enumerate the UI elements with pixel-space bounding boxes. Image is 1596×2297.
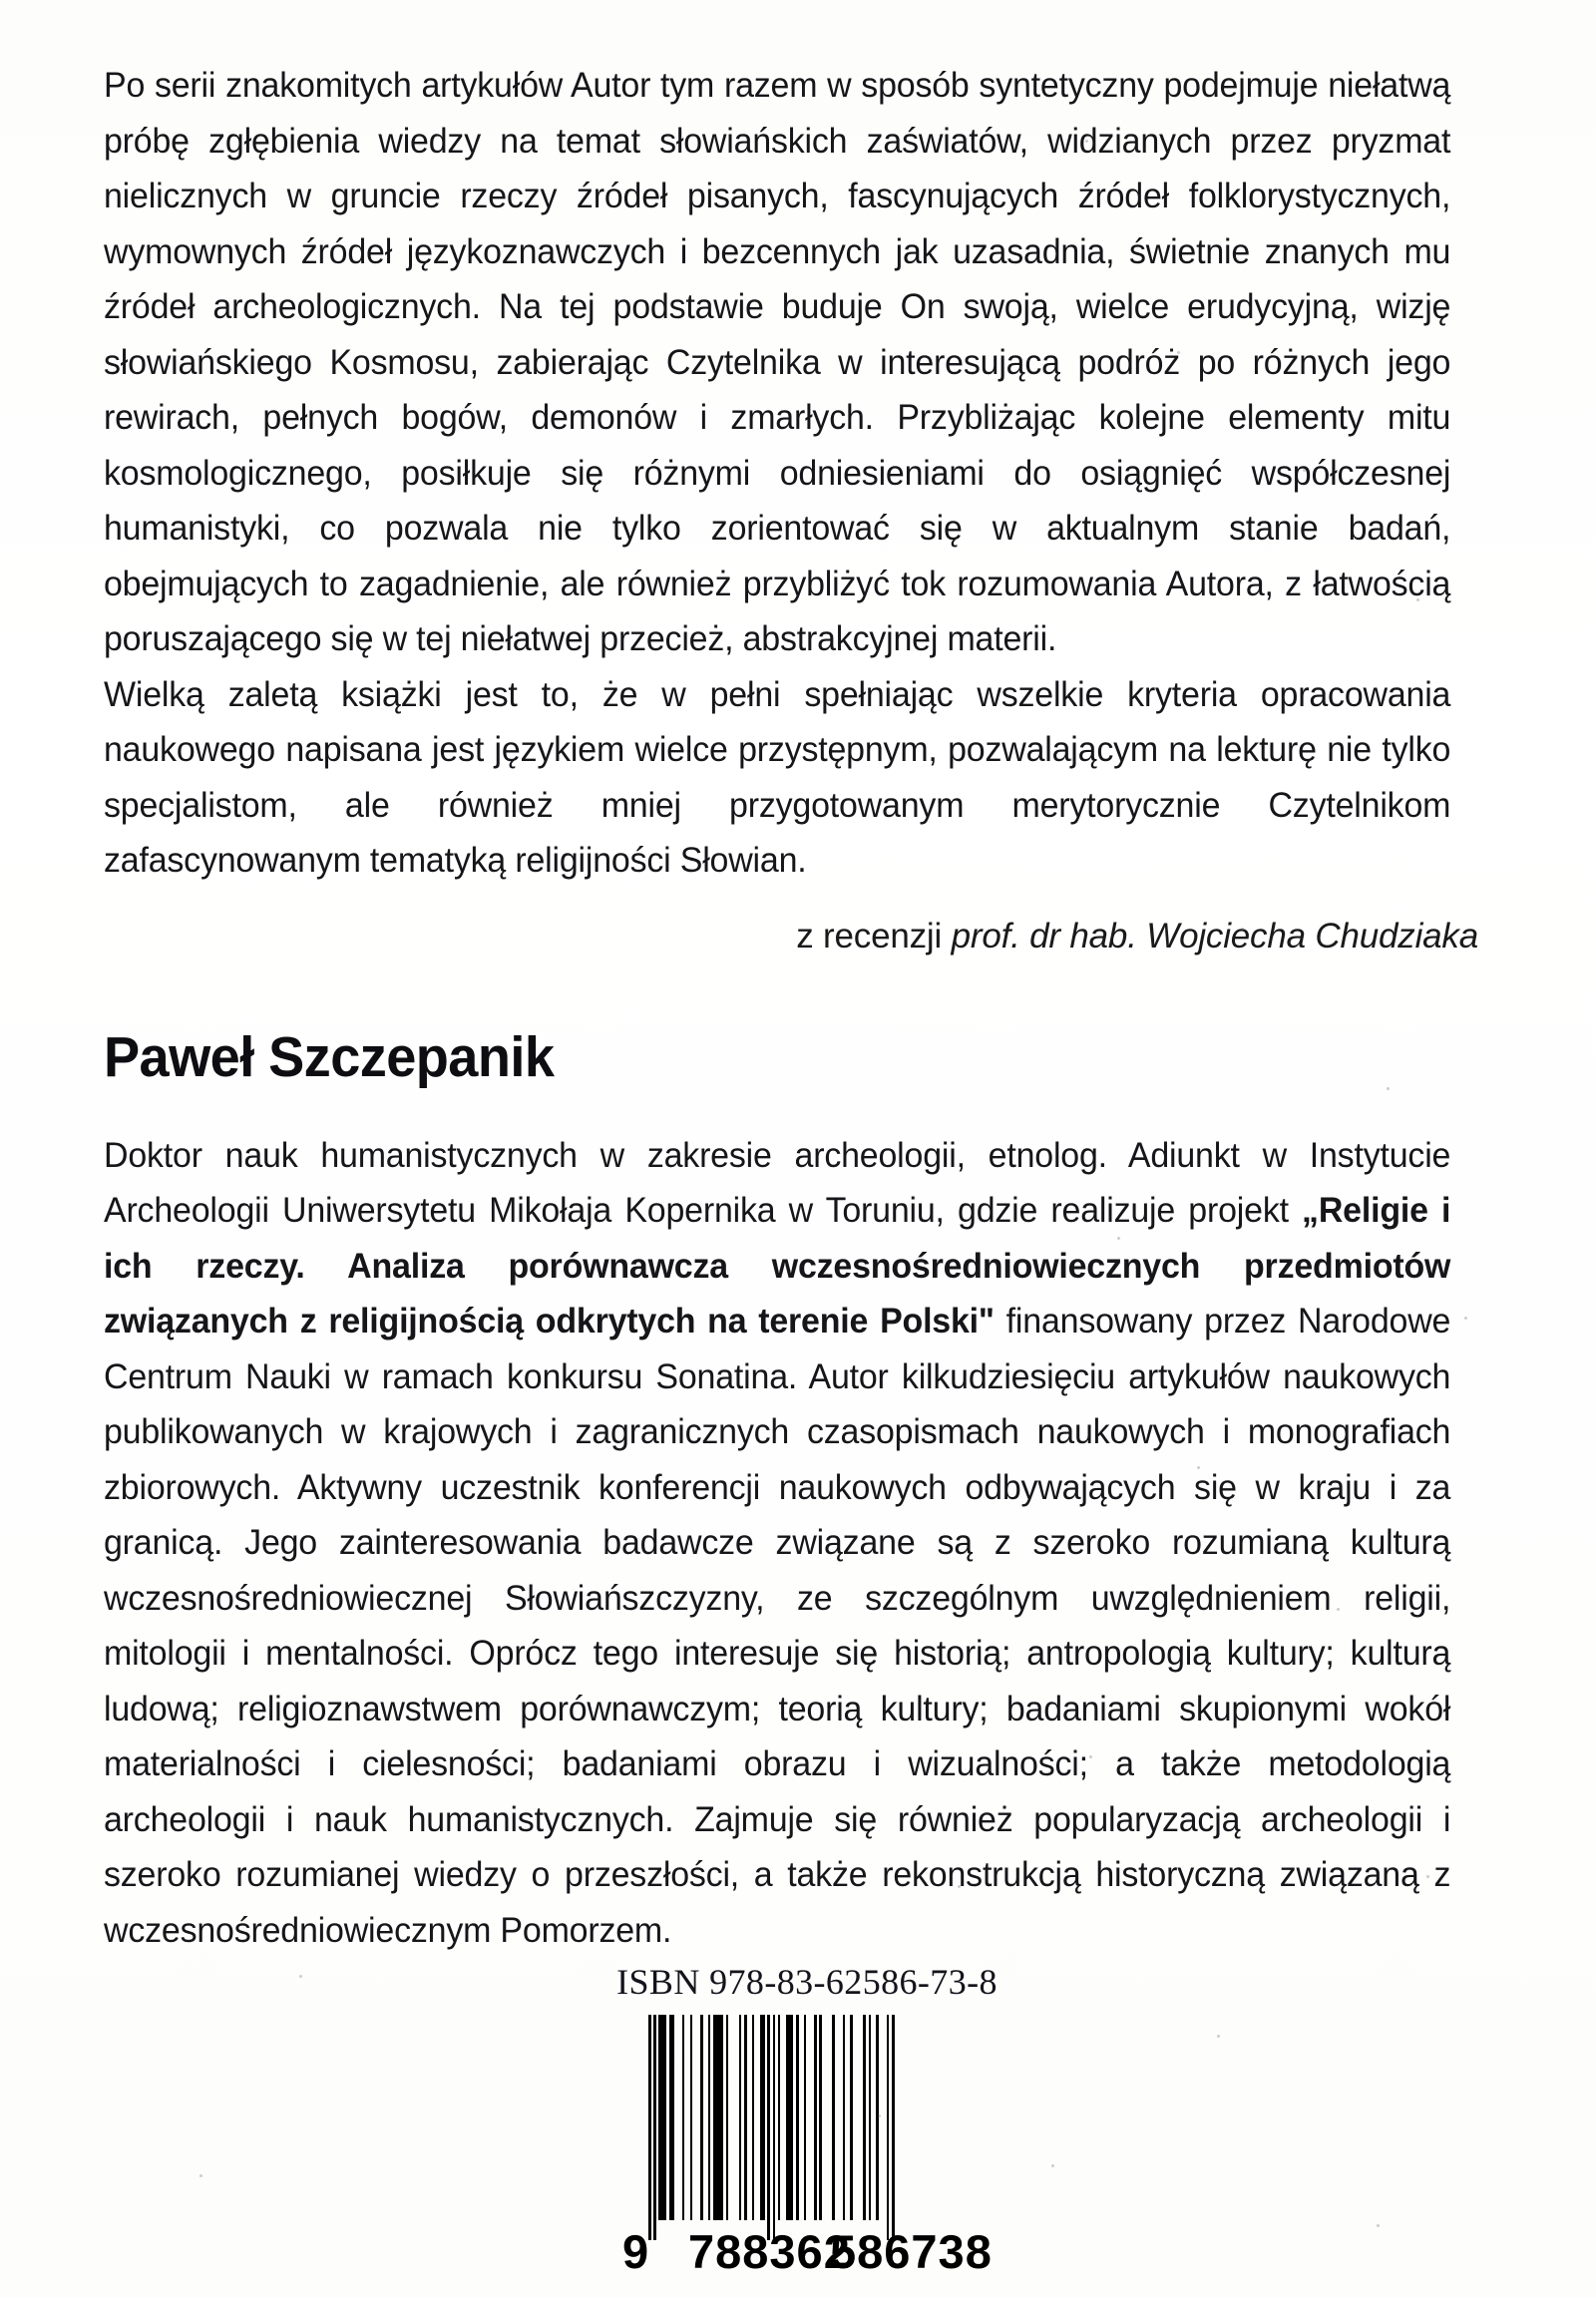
barcode-gap [822, 2015, 832, 2220]
barcode-bar [658, 2015, 666, 2220]
bio-rest-text: finansowany przez Narodowe Centrum Nauki w ramach konkursu Sonatina. Autor kilkudziesięciu artykułów naukowych publikowanych w krajowych i zagranicznych czasopismach naukowych i monografiach zbiorowych. Aktywny uczestnik konferencji naukowych odbywających się w kraju i za granicą. Jego zainteresowania badawcze związane są z szeroko rozumianą kulturą wczesnośredniowiecznej Słowiańszczyzny, ze szczególnym uwzględnieniem religii, mitologii i mentalności. Oprócz tego interesuje się historią; antropologią kultury; kulturą ludową; religioznawstwem porównawczym; teorią kultury; badaniami skupionymi wokół materialności i cielesności; badaniami obrazu i wizualności; a także metodologią archeologii i nauk humanistycznych. Zajmuje się również popularyzacją archeologii i szeroko rozumianej wiedzy o przeszłości, a także rekonstrukcją historyczną związaną z wczesnośredniowiecznym Pomorzem. [104, 1302, 1451, 1950]
scan-speckle [1377, 2224, 1380, 2227]
scan-speckle [1069, 758, 1072, 761]
barcode-gap [674, 2015, 682, 2220]
scan-speckle [299, 1975, 302, 1978]
scan-speckle [1217, 2035, 1220, 2038]
author-bio-paragraph [104, 1128, 1450, 1959]
isbn-barcode-area [0, 1961, 1596, 2282]
barcode-bar [713, 2015, 723, 2220]
scan-speckle [1416, 598, 1419, 601]
review-attribution-prefix: z recenzji [796, 916, 952, 956]
review-paragraph-1: Po serii znakomitych artykułów Autor tym razem w sposób syntetyczny podejmuje niełatwą próbę zgłębienia wiedzy na temat słowiańskich zaświatów, widzianych przez pryzmat nielicznych w gruncie rzeczy źródeł pisanych, fascynujących źródeł folklorystycznych, wymownych źródeł językoznawczych i bezcennych jak uzasadnia, świetnie znanych mu źródeł archeologicznych. Na tej podstawie buduje On swoją, wielce erudycyjną, wizję słowiańskiego Kosmosu, zabierając Czytelnika w interesującą podróż po różnych jego rewirach, pełnych bogów, demonów i zmarłych. Przybliżając kolejne elementy mitu kosmologicznego, posiłkuje się różnymi odniesieniami do osiągnięć współczesnej humanistyki, co pozwala nie tylko zorientować się w aktualnym stanie badań, obejmujących to zagadnienie, ale również przybliżyć tok rozumowania Autora, z łatwością poruszającego się w tej niełatwej przecież, abstrakcyjnej materii. [104, 66, 1451, 658]
barcode-left-group: 788362 [688, 2225, 851, 2278]
barcode-gap [728, 2015, 738, 2220]
scan-speckle [1241, 928, 1244, 931]
barcode-wrapper [0, 2015, 1596, 2282]
scan-speckle [1197, 1466, 1200, 1469]
author-bio-section [104, 1128, 1492, 1959]
scan-speckle [1387, 1087, 1390, 1090]
scan-speckle [1117, 1237, 1120, 1240]
scan-speckle [1426, 1875, 1429, 1878]
scan-speckle [1089, 1755, 1092, 1758]
scan-speckle [1085, 140, 1088, 143]
barcode-gap [692, 2015, 700, 2220]
back-cover-content [104, 58, 1492, 1958]
scan-speckle [1051, 2164, 1054, 2167]
ean13-barcode [622, 2015, 993, 2282]
barcode-lead-digit: 9 [622, 2225, 650, 2278]
review-quote-section [104, 58, 1492, 889]
barcode-gap [835, 2015, 843, 2220]
barcode-bars [648, 2015, 895, 2240]
scan-speckle [958, 1885, 961, 1888]
scan-speckle [1303, 469, 1306, 472]
barcode-digits [622, 2218, 993, 2278]
barcode-bar [786, 2015, 794, 2220]
bio-project-title: „Religie i ich rzeczy. Analiza porównawcza wczesnośredniowiecznych przedmiotów związanych z religijnością odkrytych na terenie Polski" [104, 1191, 1451, 1341]
review-attribution [104, 911, 1492, 962]
scan-speckle [200, 2174, 202, 2177]
author-name-heading: Paweł Szczepanik [104, 1024, 555, 1089]
barcode-gap [853, 2015, 863, 2220]
scan-speckle [1337, 1608, 1340, 1611]
barcode-gap [879, 2015, 887, 2220]
review-attribution-name: prof. dr hab. Wojciecha Chudziaka [951, 916, 1478, 956]
isbn-text: ISBN 978-83-62586-73-8 [616, 1962, 998, 2002]
barcode-bar [892, 2015, 895, 2240]
bio-intro-text: Doktor nauk humanistycznych w zakresie archeologii, etnolog. Adiunkt w Instytucie Archeologii Uniwersytetu Mikołaja Kopernika w Toruniu, gdzie realizuje projekt [104, 1135, 1451, 1231]
barcode-gap [806, 2015, 814, 2220]
review-paragraph-2: Wielką zaletą książki jest to, że w pełni spełniając wszelkie kryteria opracowania naukowego napisana jest językiem wielce przystępnym, pozwalającym na lekturę nie tylko specjalistom, ale również mniej przygotowanym merytorycznie Czytelnikom zafascynowanym tematyką religijności Słowian. [104, 674, 1451, 880]
scan-speckle [1177, 351, 1180, 354]
barcode-right-group: 586738 [830, 2225, 993, 2278]
scan-speckle [1464, 1317, 1467, 1320]
scan-speckle [878, 2114, 881, 2117]
